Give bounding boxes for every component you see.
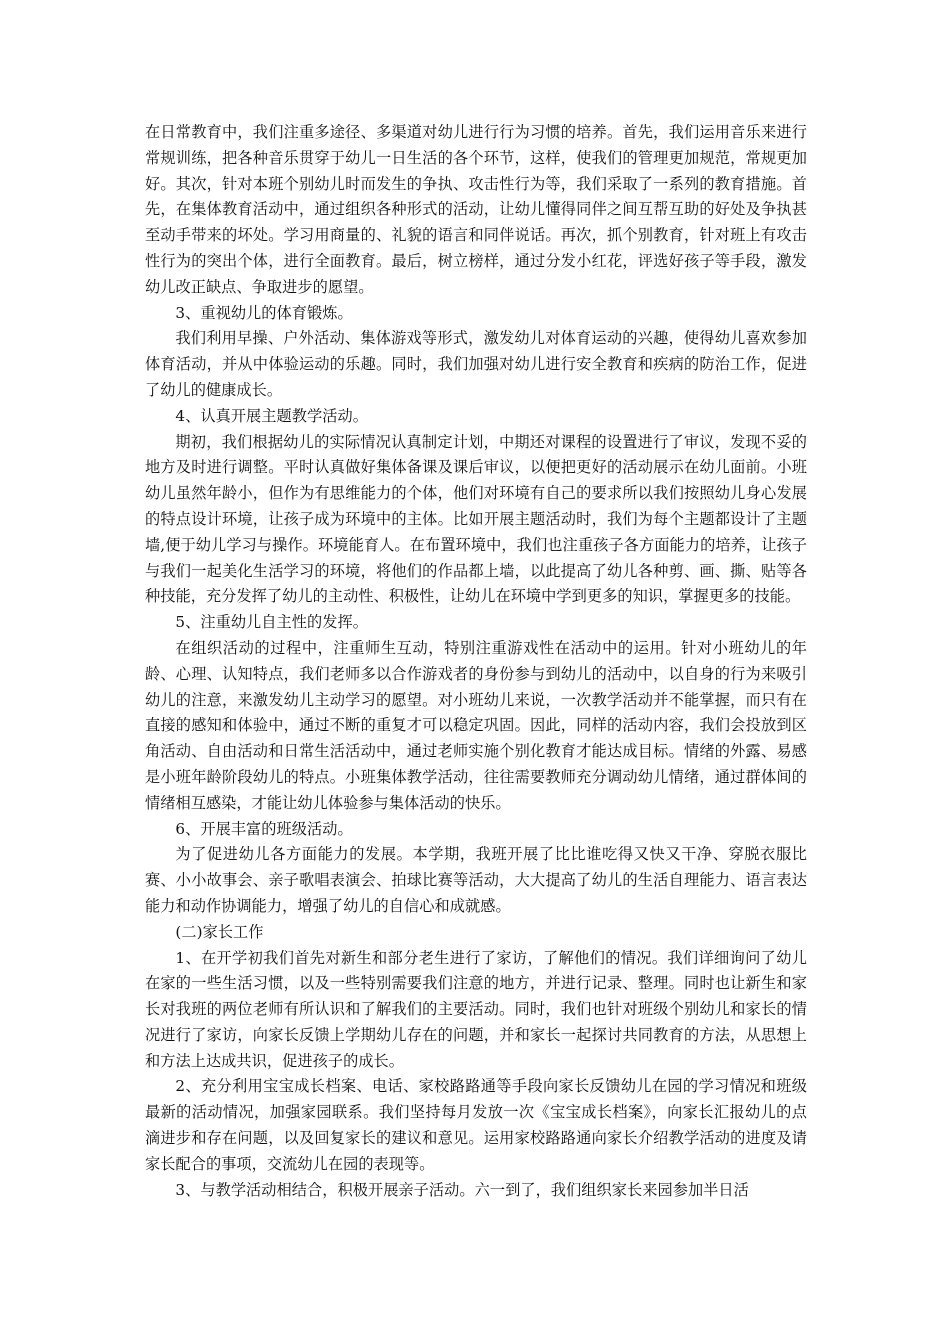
- paragraph-behavior-habits: 在日常教育中，我们注重多途径、多渠道对幼儿进行行为习惯的培养。首先，我们运用音乐来进行常规训练，把各种音乐贯穿于幼儿一日生活的各个环节，这样，使我们的管理更加规范，常规更加好。其次，针对本班个别幼儿时而发生的争执、攻击性行为等，我们采取了一系列的教育措施。首先，在集体教育活动中，通过组织各种形式的活动，让幼儿懂得同伴之间互帮互助的好处及争执甚至动手带来的坏处。学习用商量的、礼貌的语言和同伴说话。再次，抓个别教育，针对班上有攻击性行为的突出个体，进行全面教育。最后，树立榜样，通过分发小红花，评选好孩子等手段，激发幼儿改正缺点、争取进步的愿望。: [145, 123, 807, 296]
- paragraph-home-visits: 1、在开学初我们首先对新生和部分老生进行了家访，了解他们的情况。我们详细询问了幼儿在家的一些生活习惯，以及一些特别需要我们注意的地方，并进行记录、整理。同时也让新生和家长对我班的两位老师有所认识和了解我们的主要活动。同时，我们也针对班级个别幼儿和家长的情况进行了家访，向家长反馈上学期幼儿存在的问题，并和家长一起探讨共同教育的方法，从思想上和方法上达成共识，促进孩子的成长。: [145, 948, 807, 1070]
- paragraph-growth-records: 2、充分利用宝宝成长档案、电话、家校路路通等手段向家长反馈幼儿在园的学习情况和班级最新的活动情况，加强家园联系。我们坚持每月发放一次《宝宝成长档案》，向家长汇报幼儿的点滴进步和存在问题，以及回复家长的建议和意见。运用家校路路通向家长介绍教学活动的进度及请家长配合的事项，交流幼儿在园的表现等。: [145, 1077, 807, 1173]
- paragraph-parent-child-activities: 3、与教学活动相结合，积极开展亲子活动。六一到了，我们组织家长来园参加半日活: [175, 1180, 749, 1199]
- paragraph-theme-teaching: 期初，我们根据幼儿的实际情况认真制定计划，中期还对课程的设置进行了审议，发现不妥的地方及时进行调整。平时认真做好集体备课及课后审议，以便把更好的活动展示在幼儿面前。小班幼儿虽然年龄小，但作为有思维能力的个体，他们对环境有自己的要求所以我们按照幼儿身心发展的特点设计环境，让孩子成为环境中的主体。比如开展主题活动时，我们为每个主题都设计了主题墙,便于幼儿学习与操作。环境能育人。在布置环境中，我们也注重孩子各方面能力的培养，让孩子与我们一起美化生活学习的环境，将他们的作品都上墙，以此提高了幼儿各种剪、画、撕、贴等各种技能，充分发挥了幼儿的主动性、积极性，让幼儿在环境中学到更多的知识，掌握更多的技能。: [145, 432, 807, 606]
- document-body: [145, 120, 807, 1203]
- heading-class-activities: 6、开展丰富的班级活动。: [175, 819, 353, 838]
- heading-autonomy: 5、注重幼儿自主性的发挥。: [175, 613, 368, 632]
- heading-parent-work: (二)家长工作: [175, 922, 264, 941]
- paragraph-autonomy: 在组织活动的过程中，注重师生互动，特别注重游戏性在活动中的运用。针对小班幼儿的年龄、心理、认知特点，我们老师多以合作游戏者的身份参与到幼儿的活动中，以自身的行为来吸引幼儿的注意，来激发幼儿主动学习的愿望。对小班幼儿来说，一次教学活动并不能掌握，而只有在直接的感知和体验中，通过不断的重复才可以稳定巩固。因此，同样的活动内容，我们会投放到区角活动、自由活动和日常生活活动中，通过老师实施个别化教育才能达成目标。情绪的外露、易感是小班年龄阶段幼儿的特点。小班集体教学活动，往往需要教师充分调动幼儿情绪，通过群体间的情绪相互感染，才能让幼儿体验参与集体活动的快乐。: [145, 638, 807, 812]
- paragraph-sports: 我们利用早操、户外活动、集体游戏等形式，激发幼儿对体育运动的兴趣，使得幼儿喜欢参加体育活动，并从中体验运动的乐趣。同时，我们加强对幼儿进行安全教育和疾病的防治工作，促进了幼儿的健康成长。: [145, 329, 807, 399]
- heading-theme-teaching: 4、认真开展主题教学活动。: [175, 406, 368, 425]
- heading-sports: 3、重视幼儿的体育锻炼。: [175, 303, 353, 322]
- paragraph-class-activities: 为了促进幼儿各方面能力的发展。本学期，我班开展了比比谁吃得又快又干净、穿脱衣服比赛、小小故事会、亲子歌唱表演会、拍球比赛等活动，大大提高了幼儿的生活自理能力、语言表达能力和动作协调能力，增强了幼儿的自信心和成就感。: [145, 845, 807, 915]
